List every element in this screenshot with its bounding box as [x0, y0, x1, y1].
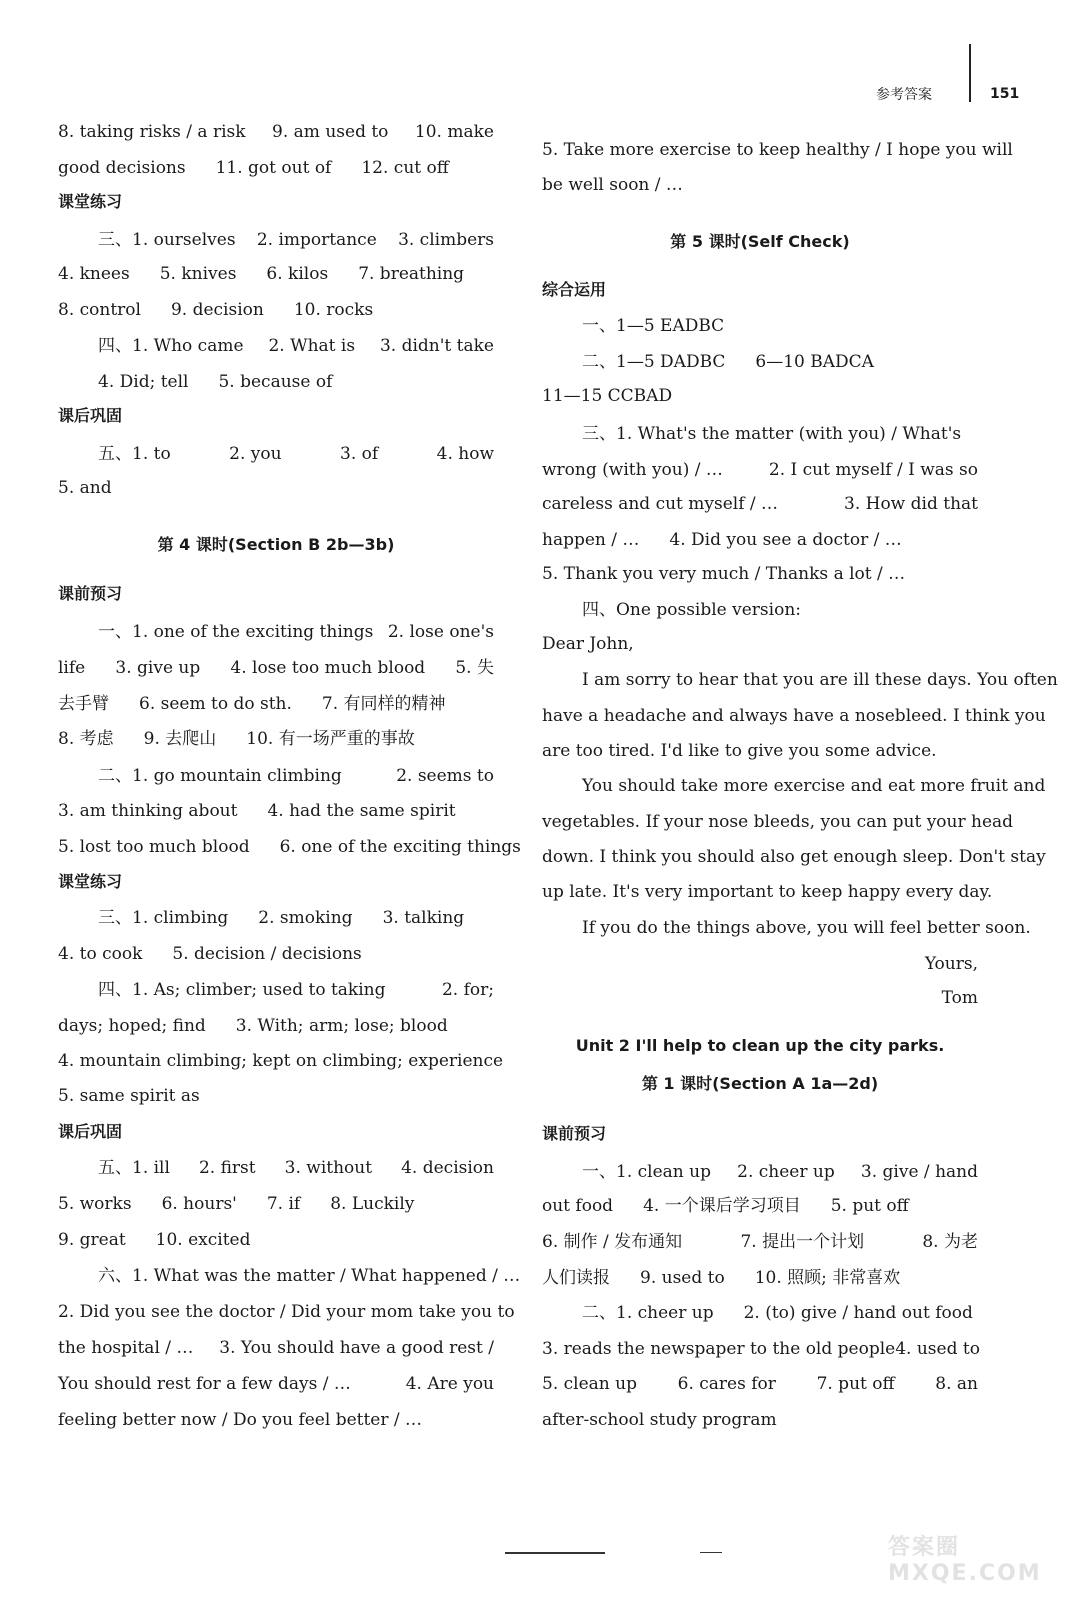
answer-item: 2. importance [256, 230, 377, 250]
answer-item: 二、1—5 DADBC [582, 352, 726, 372]
answer-item: 6. seem to do sth. [139, 694, 292, 714]
answer-line [542, 350, 978, 374]
answer-item: 11—15 CCBAD [542, 386, 673, 406]
section-heading [58, 533, 494, 557]
answer-item: 课后巩固 [58, 1122, 123, 1141]
answer-item: 综合运用 [542, 280, 607, 299]
answer-item: Unit 2 I'll help to clean up the city parks. [575, 1036, 945, 1055]
answer-line [58, 1156, 494, 1180]
answer-item: 3. How did that [844, 494, 978, 514]
answer-line [542, 952, 978, 976]
answer-item: 9. used to [640, 1268, 725, 1288]
answer-line [58, 1408, 494, 1432]
answer-line [542, 384, 978, 408]
section-heading [542, 1072, 978, 1096]
answer-item: 5. lost too much blood [58, 837, 250, 857]
answer-item: 四、1. Who came [98, 336, 244, 356]
answer-line [58, 228, 494, 252]
answer-item: 课前预习 [58, 584, 123, 603]
answer-item: 8. an [935, 1374, 978, 1394]
answer-item: have a headache and always have a nosebleed. I think you [542, 706, 1046, 726]
answer-line [542, 492, 978, 516]
answer-item: Dear John, [542, 634, 634, 654]
answer-item: 3. give / hand [860, 1162, 978, 1182]
answer-line [542, 880, 993, 904]
answer-item: 5. Take more exercise to keep healthy / I hope you will [542, 140, 1013, 160]
answer-line [542, 1230, 978, 1254]
answer-item: I am sorry to hear that you are ill these days. You often [582, 670, 1058, 690]
answer-item: 2. Did you see the doctor / Did your mom take you to [58, 1302, 515, 1322]
answer-line [542, 1194, 978, 1218]
section-heading [58, 1120, 494, 1144]
answer-item: If you do the things above, you will feel better soon. [582, 918, 1031, 938]
answer-item: be well soon / … [542, 175, 683, 195]
header-divider [969, 44, 971, 102]
answer-line [58, 476, 494, 500]
answer-item: 4. lose too much blood [230, 658, 426, 678]
answer-item: You should take more exercise and eat more fruit and [582, 776, 1046, 796]
answer-item: 10. 照顾; 非常喜欢 [754, 1268, 901, 1288]
answer-line [542, 598, 978, 622]
answer-line [58, 334, 494, 358]
answer-item: 6. one of the exciting things [279, 837, 521, 857]
answer-item: careless and cut myself / … [542, 494, 779, 514]
answer-line [58, 656, 494, 680]
answer-item: 六、1. What was the matter / What happened / … [98, 1266, 521, 1286]
answer-line [542, 528, 978, 552]
answer-item: 7. put off [816, 1374, 895, 1394]
answer-line [542, 1160, 978, 1184]
answer-item: good decisions [58, 158, 186, 178]
answer-line [542, 173, 978, 197]
section-heading [58, 870, 494, 894]
answer-item: 一、1. clean up [582, 1162, 711, 1182]
answer-item: 三、1. What's the matter (with you) / What's [582, 424, 962, 444]
answer-item: out food [542, 1196, 614, 1216]
answer-item: You should rest for a few days / … [58, 1374, 351, 1394]
answer-line [58, 1336, 494, 1360]
answer-line [542, 810, 1014, 834]
answer-item: 2. What is [268, 336, 356, 356]
answer-item: 8. taking risks / a risk [58, 122, 246, 142]
answer-item: 4. used to [895, 1339, 980, 1359]
section-heading [542, 230, 978, 254]
answer-line [58, 1372, 494, 1396]
answer-item: 6—10 BADCA [755, 352, 874, 372]
answer-item: 5. works [58, 1194, 132, 1214]
answer-line [58, 120, 494, 144]
section-heading [542, 1034, 978, 1058]
answer-line [58, 156, 494, 180]
answer-item: 第 4 课时(Section B 2b—3b) [157, 535, 395, 554]
answer-item: feeling better now / Do you feel better / … [58, 1410, 423, 1430]
section-heading [542, 278, 978, 302]
running-header: 参考答案 [876, 87, 932, 103]
answer-line [58, 1228, 494, 1252]
answer-item: 6. 制作 / 发布通知 [542, 1232, 683, 1252]
answer-item: 10. rocks [293, 300, 374, 320]
answer-item: vegetables. If your nose bleeds, you can put your head [542, 812, 1014, 832]
answer-item: 6. kilos [266, 264, 329, 284]
answer-item: 5. Thank you very much / Thanks a lot / … [542, 564, 906, 584]
answer-item: 3. With; arm; lose; blood [235, 1016, 448, 1036]
answer-line [542, 739, 978, 763]
answer-item: 四、1. As; climber; used to taking [98, 980, 386, 1000]
answer-line [58, 1084, 494, 1108]
answer-line [542, 458, 978, 482]
answer-line [542, 422, 978, 446]
answer-line [58, 727, 494, 751]
answer-item: are too tired. I'd like to give you some advice. [542, 741, 937, 761]
section-heading [58, 190, 494, 214]
answer-line [58, 1014, 494, 1038]
answer-item: 3. give up [115, 658, 201, 678]
answer-item: 9. decision [170, 300, 264, 320]
answer-item: 5. 失 [455, 658, 494, 678]
answer-item: after-school study program [542, 1410, 777, 1430]
answer-line [58, 835, 521, 859]
answer-line [542, 562, 978, 586]
answer-item: Yours, [924, 954, 978, 974]
answer-item: 课堂练习 [58, 192, 123, 211]
section-heading [542, 1122, 978, 1146]
answer-item: 3. didn't take [379, 336, 494, 356]
answer-item: 3. am thinking about [58, 801, 238, 821]
answer-line [58, 370, 494, 394]
answer-item: 2. for; [441, 980, 494, 1000]
answer-item: 3. without [284, 1158, 373, 1178]
answer-item: happen / … [542, 530, 640, 550]
answer-item: 2. first [198, 1158, 256, 1178]
answer-line [58, 620, 494, 644]
answer-item: 8. 为老 [922, 1232, 978, 1252]
answer-line [542, 774, 1046, 798]
watermark-logo: 答案圈 MXQE.COM [888, 1535, 1042, 1586]
answer-item: 4. Did you see a doctor / … [669, 530, 902, 550]
answer-item: 去手臂 [58, 694, 109, 714]
answer-item: 10. 有一场严重的事故 [246, 729, 415, 749]
answer-line [58, 298, 494, 322]
answer-item: 2. I cut myself / I was so [768, 460, 978, 480]
answer-item: 5. put off [830, 1196, 909, 1216]
answer-item: 四、One possible version: [582, 600, 801, 620]
answer-item: 4. had the same spirit [267, 801, 456, 821]
answer-line [58, 942, 494, 966]
answer-item: 五、1. to [98, 444, 171, 464]
answer-item: 2. cheer up [737, 1162, 835, 1182]
answer-line [542, 986, 978, 1010]
answer-item: 二、1. go mountain climbing [98, 766, 342, 786]
answer-item: 5. knives [159, 264, 237, 284]
answer-item: 五、1. ill [98, 1158, 170, 1178]
answer-item: 7. if [266, 1194, 301, 1214]
answer-item: 课后巩固 [58, 406, 123, 425]
answer-item: 4. 一个课后学习项目 [643, 1196, 801, 1216]
answer-item: 2. seems to [396, 766, 494, 786]
answer-item: 2. (to) give / hand out food [743, 1303, 973, 1323]
answer-item: 2. lose one's [387, 622, 494, 642]
answer-line [542, 704, 1046, 728]
page-number: 151 [990, 86, 1020, 102]
answer-item: 7. breathing [358, 264, 465, 284]
answer-item: down. I think you should also get enough sleep. Don't stay [542, 847, 1046, 867]
answer-item: 二、1. cheer up [582, 1303, 714, 1323]
answer-item: 11. got out of [215, 158, 332, 178]
answer-line [58, 764, 494, 788]
answer-line [542, 1372, 978, 1396]
answer-item: 5. because of [218, 372, 333, 392]
answer-item: 4. Did; tell [98, 372, 189, 392]
answer-item: 6. hours' [161, 1194, 237, 1214]
answer-item: up late. It's very important to keep happy every day. [542, 882, 993, 902]
answer-item: 3. climbers [398, 230, 494, 250]
answer-item: 3. of [340, 444, 379, 464]
footer-rule [505, 1552, 605, 1554]
answer-item: 6. cares for [677, 1374, 776, 1394]
answer-line [542, 1408, 978, 1432]
answer-item: 三、1. climbing [98, 908, 229, 928]
answer-line [58, 1300, 515, 1324]
answer-item: 10. excited [155, 1230, 251, 1250]
answer-line [58, 978, 494, 1002]
answer-line [542, 1337, 978, 1361]
answer-line [58, 442, 494, 466]
answer-item: 一、1—5 EADBC [582, 316, 725, 336]
answer-item: 3. You should have a good rest / [219, 1338, 494, 1358]
answer-line [58, 1192, 494, 1216]
answer-item: 5. same spirit as [58, 1086, 200, 1106]
answer-line [58, 1049, 504, 1073]
answer-item: 2. you [229, 444, 282, 464]
answer-item: 10. make [414, 122, 494, 142]
section-heading [58, 582, 494, 606]
answer-line [542, 668, 1058, 692]
answer-item: 第 1 课时(Section A 1a—2d) [641, 1074, 879, 1093]
answer-item: life [58, 658, 86, 678]
answer-line [542, 916, 1031, 940]
answer-item: days; hoped; find [58, 1016, 206, 1036]
answer-line [542, 845, 1046, 869]
answer-item: 12. cut off [361, 158, 449, 178]
answer-item: 3. talking [382, 908, 465, 928]
answer-item: 8. Luckily [330, 1194, 415, 1214]
answer-item: 课前预习 [542, 1124, 607, 1143]
answer-item: 5. and [58, 478, 112, 498]
answer-item: 5. clean up [542, 1374, 637, 1394]
answer-item: 2. smoking [258, 908, 353, 928]
answer-line [58, 1264, 521, 1288]
answer-line [58, 262, 494, 286]
answer-item: 5. decision / decisions [172, 944, 362, 964]
answer-item: the hospital / … [58, 1338, 194, 1358]
answer-item: 4. how [436, 444, 494, 464]
answer-line [58, 692, 494, 716]
answer-item: 第 5 课时(Self Check) [670, 232, 850, 251]
answer-line [542, 314, 978, 338]
answer-item: 9. 去爬山 [143, 729, 217, 749]
answer-item: 8. 考虑 [58, 729, 114, 749]
answer-item: 4. knees [58, 264, 130, 284]
answer-item: 8. control [58, 300, 141, 320]
answer-item: 人们读报 [542, 1268, 610, 1288]
answer-item: wrong (with you) / … [542, 460, 723, 480]
answer-item: 4. to cook [58, 944, 143, 964]
answer-line [542, 138, 1013, 162]
answer-item: 课堂练习 [58, 872, 123, 891]
answer-line [542, 1301, 978, 1325]
answer-item: 7. 提出一个计划 [740, 1232, 865, 1252]
section-heading [58, 404, 494, 428]
answer-line [542, 1266, 978, 1290]
answer-line [542, 632, 978, 656]
answer-item: 一、1. one of the exciting things [98, 622, 374, 642]
answer-item: 9. great [58, 1230, 126, 1250]
answer-item: 4. Are you [405, 1374, 494, 1394]
answer-item: 4. decision [401, 1158, 494, 1178]
answer-item: 4. mountain climbing; kept on climbing; experience [58, 1051, 504, 1071]
answer-line [58, 799, 494, 823]
answer-item: 三、1. ourselves [98, 230, 236, 250]
answer-item: 3. reads the newspaper to the old people [542, 1339, 896, 1359]
answer-item: Tom [941, 988, 978, 1008]
footer-mark [700, 1552, 722, 1553]
answer-line [58, 906, 494, 930]
answer-item: 7. 有同样的精神 [321, 694, 446, 714]
answer-item: 9. am used to [272, 122, 389, 142]
